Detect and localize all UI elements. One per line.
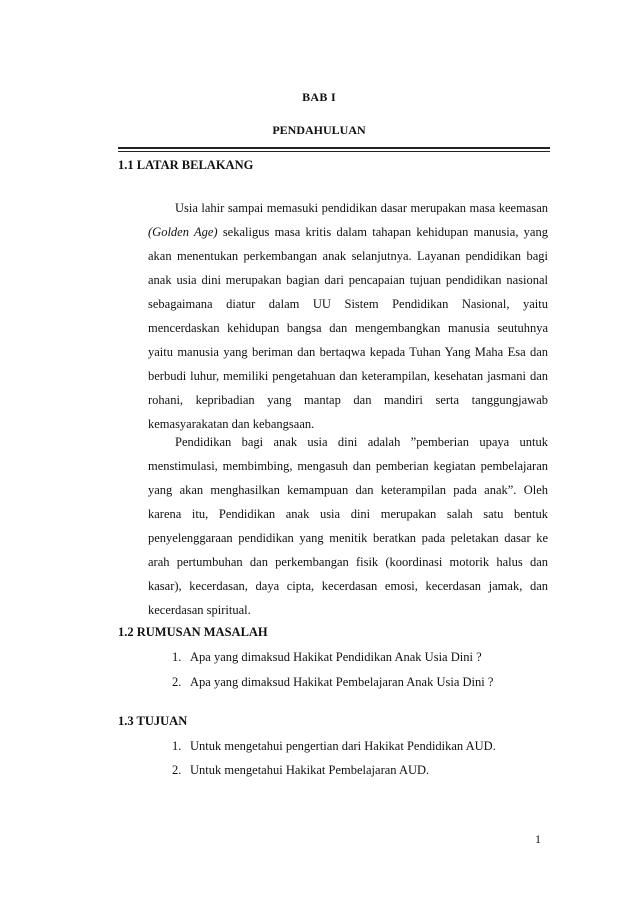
list-item-number: 1. bbox=[172, 739, 182, 753]
paragraph-1-post: sekaligus masa kritis dalam tahapan kehidupan manusia, yang akan menentukan perkembangan anak selanjutnya. Layanan pendidikan bagi anak usia dini merupakan bagian dari pencapaian tujuan pendidikan nasional sebagaimana diatur dalam UU Sistem Pendidikan Nasional, yaitu mencerdaskan kehidupan bangsa dan mengembangkan manusia seutuhnya yaitu manusia yang beriman dan bertaqwa kepada Tuhan Yang Maha Esa dan berbudi luhur, memiliki pengetahuan dan keterampilan, kesehatan jasmani dan rohani, kepribadian yang mantap dan mandiri serta tanggungjawab kemasyarakatan dan kebangsaan. bbox=[148, 225, 548, 431]
paragraph-2-text: Pendidikan bagi anak usia dini adalah ”pemberian upaya untuk menstimulasi, membimbing, mengasuh dan pemberian kegiatan pembelajaran yang akan menghasilkan kemampuan dan keterampilan pada anak”. Oleh karena itu, Pendidikan anak usia dini merupakan salah satu bentuk penyelenggaraan pendidikan yang menitik beratkan pada peletakan dasar ke arah pertumbuhan dan perkembangan fisik (koordinasi motorik halus dan kasar), kecerdasan, daya cipta, kecerdasan emosi, kecerdasan jamak, dan kecerdasan spiritual. bbox=[148, 435, 548, 617]
section-heading-rumusan-masalah: 1.2 RUMUSAN MASALAH bbox=[118, 625, 268, 639]
list-item bbox=[172, 675, 493, 690]
list-item-text: Untuk mengetahui pengertian dari Hakikat Pendidikan AUD. bbox=[190, 739, 496, 753]
paragraph-latar-belakang-1 bbox=[148, 196, 548, 436]
list-item-text: Apa yang dimaksud Hakikat Pendidikan Anak Usia Dini ? bbox=[190, 650, 482, 664]
chapter-title: PENDAHULUAN bbox=[272, 123, 366, 137]
page-number: 1 bbox=[535, 832, 541, 846]
list-item-number: 1. bbox=[172, 650, 182, 664]
list-item bbox=[172, 650, 482, 665]
list-item-number: 2. bbox=[172, 763, 182, 777]
list-item-number: 2. bbox=[172, 675, 182, 689]
title-divider bbox=[118, 147, 550, 152]
section-heading-latar-belakang: 1.1 LATAR BELAKANG bbox=[118, 158, 254, 172]
paragraph-latar-belakang-2 bbox=[148, 430, 548, 622]
list-item-text: Apa yang dimaksud Hakikat Pembelajaran Anak Usia Dini ? bbox=[190, 675, 494, 689]
section-heading-tujuan: 1.3 TUJUAN bbox=[118, 714, 188, 728]
paragraph-1-pre: Usia lahir sampai memasuki pendidikan dasar merupakan masa keemasan bbox=[175, 201, 548, 215]
paragraph-1-italic: (Golden Age) bbox=[148, 225, 218, 239]
chapter-label: BAB I bbox=[302, 90, 336, 104]
list-item bbox=[172, 763, 429, 778]
list-item bbox=[172, 739, 496, 754]
list-item-text: Untuk mengetahui Hakikat Pembelajaran AUD. bbox=[190, 763, 430, 777]
